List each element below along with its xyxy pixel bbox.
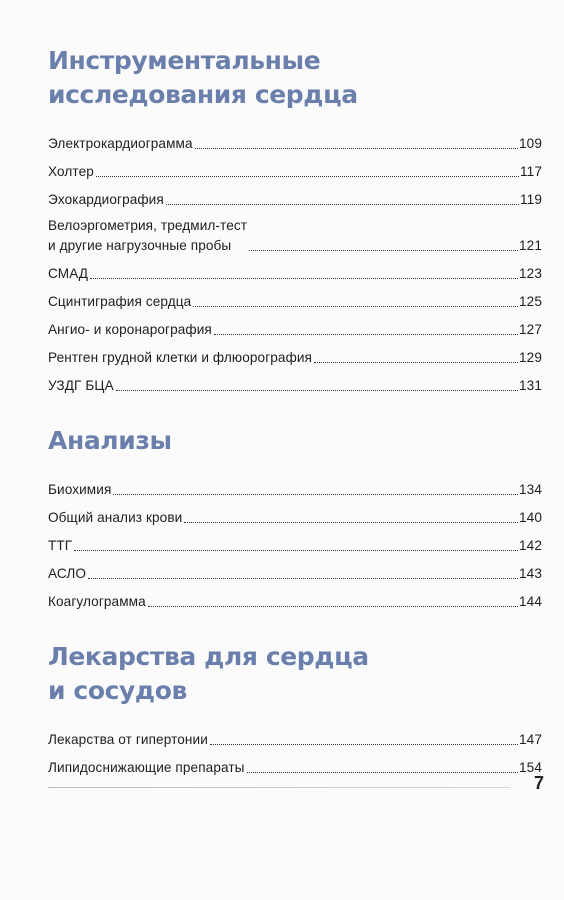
dot-leader [195, 148, 518, 149]
section-heading-line: Инструментальные [48, 46, 321, 75]
toc-entry-title: Биохимия [48, 482, 112, 497]
toc-entry-page: 125 [519, 294, 542, 309]
toc-entry-page: 131 [519, 378, 542, 393]
toc-section-analyses [48, 424, 542, 612]
toc-entry-title: Рентген грудной клетки и флюорография [48, 350, 313, 365]
toc-entry-title: УЗДГ БЦА [48, 378, 114, 393]
toc-entry-page: 142 [519, 538, 542, 553]
toc-entry-page: 123 [519, 266, 542, 281]
dot-leader [249, 250, 518, 251]
footer-divider [48, 787, 510, 788]
toc-entry-page: 109 [519, 136, 542, 151]
toc-entry-title: ТТГ [48, 538, 73, 553]
toc-entry-title: Велоэргометрия, тредмил-тест и другие нагрузочные пробы [48, 218, 248, 253]
toc-entry-title: Лекарства от гипертонии [48, 732, 208, 747]
toc-entry[interactable] [48, 256, 542, 284]
toc-entries [48, 126, 542, 396]
dot-leader [184, 522, 518, 523]
toc-entry-title: Коагулограмма [48, 594, 146, 609]
toc-entry-title: Сцинтиграфия сердца [48, 294, 192, 309]
dot-leader [210, 744, 518, 745]
dot-leader [193, 306, 518, 307]
dot-leader [96, 176, 519, 177]
toc-entry-page: 119 [520, 192, 542, 207]
toc-entry[interactable] [48, 584, 542, 612]
toc-entry[interactable] [48, 528, 542, 556]
section-heading-line: Лекарства для сердца [48, 642, 369, 671]
toc-entry-page: 140 [519, 510, 542, 525]
toc-entry[interactable] [48, 368, 542, 396]
toc-entries [48, 472, 542, 612]
toc-entry[interactable] [48, 182, 542, 210]
toc-section-medications [48, 640, 542, 778]
toc-entry-title: СМАД [48, 266, 89, 281]
toc-entry[interactable] [48, 312, 542, 340]
toc-entry-title: АСЛО [48, 566, 87, 581]
toc-entry[interactable] [48, 126, 542, 154]
toc-entry[interactable] [48, 284, 542, 312]
toc-entry-page: 121 [519, 238, 542, 253]
toc-entry[interactable] [48, 154, 542, 182]
toc-entry-page: 147 [519, 732, 542, 747]
toc-section-instrumental [48, 44, 542, 396]
section-heading-line: Анализы [48, 426, 172, 455]
toc-entry-title: Эхокардиография [48, 192, 164, 207]
dot-leader [166, 204, 519, 205]
toc-entry[interactable] [48, 750, 542, 778]
toc-entries [48, 722, 542, 778]
toc-entry-page: 144 [519, 594, 542, 609]
toc-entry-page: 154 [519, 760, 542, 775]
dot-leader [214, 334, 518, 335]
dot-leader [148, 606, 518, 607]
toc-entry-page: 134 [519, 482, 542, 497]
dot-leader [113, 494, 518, 495]
dot-leader [247, 772, 518, 773]
dot-leader [116, 390, 518, 391]
toc-entry-title: Общий анализ крови [48, 510, 183, 525]
toc-entry[interactable] [48, 210, 542, 256]
toc-entry-title: Ангио- и коронарография [48, 322, 212, 337]
section-heading [48, 640, 542, 708]
section-heading-line: и сосудов [48, 676, 187, 705]
section-heading [48, 424, 542, 458]
page-number: 7 [533, 773, 544, 793]
dot-leader [90, 278, 518, 279]
dot-leader [88, 578, 518, 579]
dot-leader [74, 550, 518, 551]
toc-entry[interactable] [48, 722, 542, 750]
toc-entry[interactable] [48, 556, 542, 584]
section-heading [48, 44, 542, 112]
toc-entry-page: 127 [519, 322, 542, 337]
toc-entry[interactable] [48, 472, 542, 500]
toc-entry-title: Холтер [48, 164, 94, 179]
toc-entry[interactable] [48, 340, 542, 368]
toc-entry-page: 129 [519, 350, 542, 365]
toc-entry-page: 143 [519, 566, 542, 581]
dot-leader [314, 362, 518, 363]
toc-entry[interactable] [48, 500, 542, 528]
section-heading-line: исследования сердца [48, 80, 358, 109]
toc-entry-title: Липидоснижающие препараты [48, 760, 245, 775]
toc-entry-title: Электрокардиограмма [48, 136, 193, 151]
toc-entry-page: 117 [520, 164, 542, 179]
